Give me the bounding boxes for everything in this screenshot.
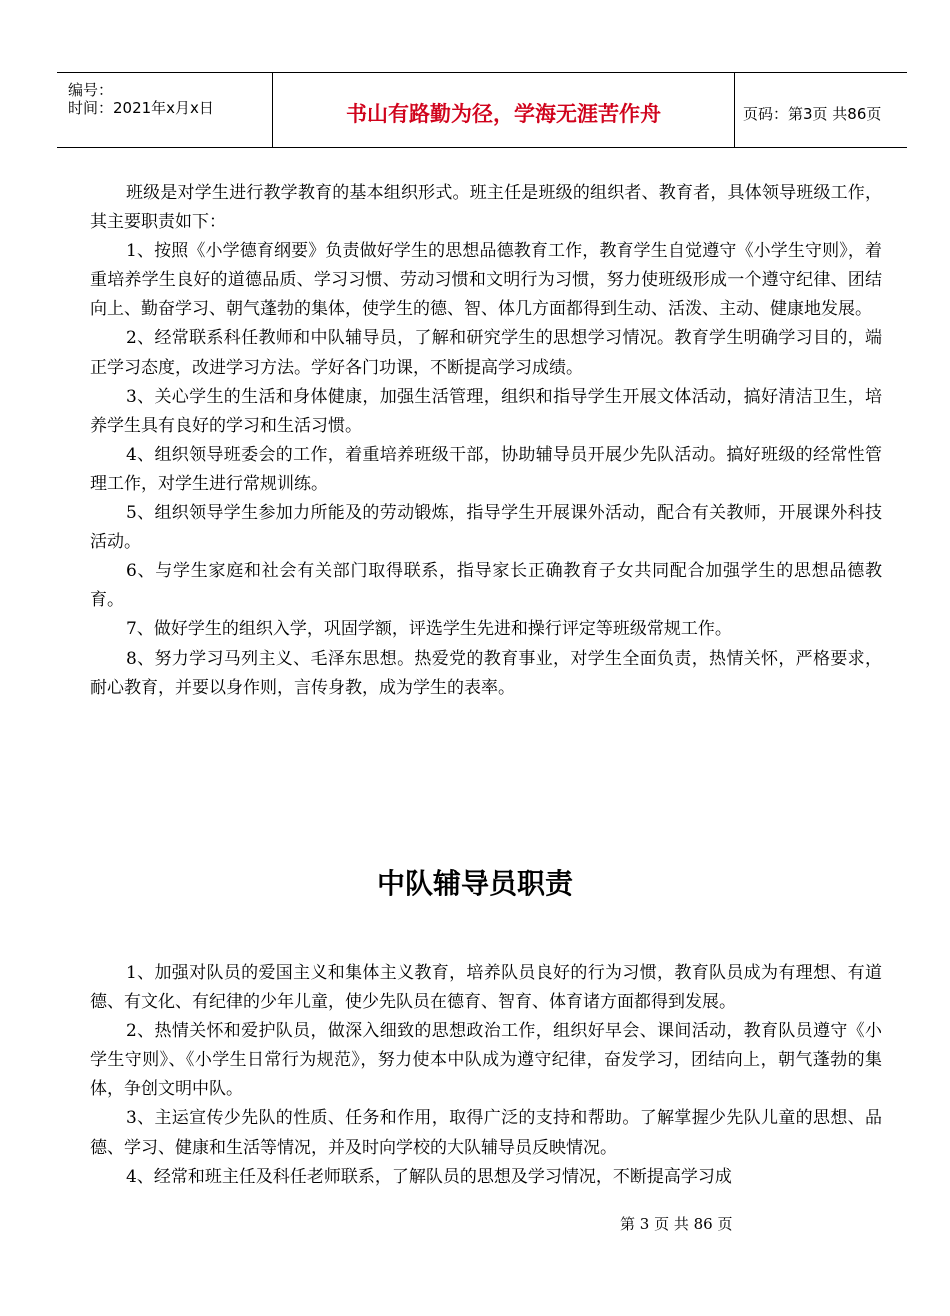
paragraph: 4、组织领导班委会的工作，着重培养班级干部，协助辅导员开展少先队活动。搞好班级的经常性管理工作，对学生进行常规训练。 xyxy=(90,444,882,494)
paragraph: 2、热情关怀和爱护队员，做深入细致的思想政治工作，组织好早会、课间活动，教育队员遵守《小学生守则》、《小学生日常行为规范》，努力使本中队成为遵守纪律，奋发学习，团结向上，朝气蓬勃的集体，争创文明中队。 xyxy=(90,1021,882,1100)
paragraph: 7、做好学生的组织入学，巩固学额，评选学生先进和操行评定等班级常规工作。 xyxy=(126,619,732,640)
paragraph: 3、关心学生的生活和身体健康，加强生活管理，组织和指导学生开展文体活动，搞好清洁卫生，培养学生具有良好的学习和生活习惯。 xyxy=(90,386,882,436)
page-header xyxy=(57,72,907,148)
header-page-cell xyxy=(735,73,907,147)
header-motto-cell xyxy=(273,73,735,147)
paragraph: 2、经常联系科任教师和中队辅导员，了解和研究学生的思想学习情况。教育学生明确学习目的，端正学习态度，改进学习方法。学好各门功课，不断提高学习成绩。 xyxy=(90,328,882,378)
document-number-label: 编号： xyxy=(68,81,114,99)
paragraph: 8、努力学习马列主义、毛泽东思想。热爱党的教育事业，对学生全面负责，热情关怀，严格要求，耐心教育，并要以身作则，言传身教，成为学生的表率。 xyxy=(90,648,882,698)
paragraph: 班级是对学生进行教学教育的基本组织形式。班主任是班级的组织者、教育者，具体领导班级工作，其主要职责如下： xyxy=(90,183,882,233)
class-teacher-duties-section xyxy=(90,179,882,703)
header-info-cell xyxy=(57,73,273,147)
paragraph: 4、经常和班主任及科任老师联系，了解队员的思想及学习情况，不断提高学习成 xyxy=(126,1166,732,1187)
paragraph: 6、与学生家庭和社会有关部门取得联系，指导家长正确教育子女共同配合加强学生的思想品德教育。 xyxy=(90,561,882,611)
squad-counselor-duties-section xyxy=(90,959,882,1192)
header-motto: 书山有路勤为径，学海无涯苦作舟 xyxy=(346,102,661,126)
document-time-label: 时间：2021年x月x日 xyxy=(68,99,214,117)
paragraph: 1、加强对队员的爱国主义和集体主义教育，培养队员良好的行为习惯，教育队员成为有理想、有道德、有文化、有纪律的少年儿童，使少先队员在德育、智育、体育诸方面都得到发展。 xyxy=(90,963,882,1013)
paragraph: 3、主运宣传少先队的性质、任务和作用，取得广泛的支持和帮助。了解掌握少先队儿童的思想、品德、学习、健康和生活等情况，并及时向学校的大队辅导员反映情况。 xyxy=(90,1108,882,1158)
section-title: 中队辅导员职责 xyxy=(376,867,573,900)
page-footer-number: 第 3 页 共 86 页 xyxy=(620,1215,733,1233)
paragraph: 5、组织领导学生参加力所能及的劳动锻炼，指导学生开展课外活动，配合有关教师，开展课外科技活动。 xyxy=(90,503,882,553)
paragraph: 1、按照《小学德育纲要》负责做好学生的思想品德教育工作，教育学生自觉遵守《小学生守则》，着重培养学生良好的道德品质、学习习惯、劳动习惯和文明行为习惯，努力使班级形成一个遵守纪律、团结向上、勤奋学习、朝气蓬勃的集体，使学生的德、智、体几方面都得到生动、活泼、主动、健康地发展。 xyxy=(90,241,882,320)
header-page-number: 页码：第3页 共86页 xyxy=(743,105,882,123)
